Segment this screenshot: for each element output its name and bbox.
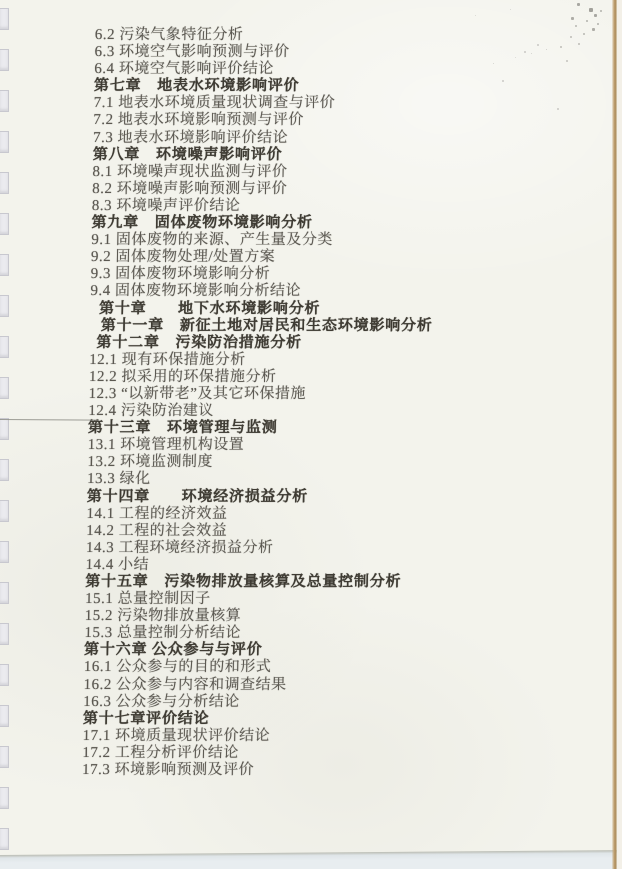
toc-entry: 第十章 地下水环境影响分析 <box>98 300 321 317</box>
binding-edge <box>0 0 14 855</box>
toc-entry: 17.3 环境影响预测及评价 <box>81 762 255 779</box>
binding-hole <box>0 705 9 727</box>
toc-entry: 14.2 工程的社会效益 <box>86 522 228 539</box>
scan-right-margin <box>617 0 622 869</box>
toc-entry: 8.2 环境噪声影响预测与评价 <box>92 180 288 197</box>
binding-hole <box>0 746 9 768</box>
toc-entry: 14.3 工程环境经济损益分析 <box>85 539 274 556</box>
toc-entry: 第十六章 公众参与与评价 <box>83 642 263 659</box>
toc-entry: 16.3 公众参与分析结论 <box>83 693 240 710</box>
binding-hole <box>0 295 9 317</box>
toc-entry: 12.4 污染防治建议 <box>88 403 214 420</box>
toc-entry: 第八章 环境噪声影响评价 <box>92 146 283 163</box>
toc-entry: 6.2 污染气象特征分析 <box>94 27 244 43</box>
toc-entry: 12.2 拟采用的环保措施分析 <box>88 368 277 385</box>
toc-entry: 17.1 环境质量现状评价结论 <box>82 727 271 744</box>
binding-hole <box>0 541 9 563</box>
binding-hole <box>0 787 9 809</box>
toc-entry: 第十四章 环境经济损益分析 <box>86 488 309 505</box>
toc-entry: 15.2 污染物排放量核算 <box>84 608 242 625</box>
toc-entry: 16.2 公众参与内容和调查结果 <box>83 676 287 693</box>
toc-entry: 14.1 工程的经济效益 <box>86 505 228 522</box>
binding-hole <box>0 213 9 235</box>
toc-entry: 第十五章 污染物排放量核算及总量控制分析 <box>85 574 402 590</box>
toc-entry: 7.1 地表水环境质量现状调查与评价 <box>93 95 336 112</box>
binding-hole <box>0 254 9 276</box>
toc-entry: 6.3 环境空气影响预测与评价 <box>94 44 290 61</box>
binding-hole <box>0 418 9 440</box>
toc-entry: 17.2 工程分析评价结论 <box>82 744 239 761</box>
binding-hole <box>0 90 9 112</box>
toc-entry: 16.1 公众参与的目的和形式 <box>83 659 272 676</box>
binding-hole <box>0 172 9 194</box>
binding-hole <box>0 623 9 645</box>
toc-entry: 第十二章 污染防治措施分析 <box>96 334 303 351</box>
toc-entry: 8.1 环境噪声现状监测与评价 <box>92 163 288 180</box>
toc-entry: 7.2 地表水环境影响预测与评价 <box>93 112 305 129</box>
toc-entry: 7.3 地表水环境影响评价结论 <box>92 129 289 146</box>
binding-hole <box>0 828 9 850</box>
binding-hole <box>0 49 9 71</box>
binding-hole <box>0 131 9 153</box>
toc-entry: 13.1 环境管理机构设置 <box>87 437 245 454</box>
toc-entry: 第十一章 新征土地对居民和生态环境影响分析 <box>100 317 433 334</box>
toc-entry: 第七章 地表水环境影响评价 <box>93 78 300 95</box>
binding-hole <box>0 8 9 30</box>
binding-hole <box>0 664 9 686</box>
binding-hole <box>0 336 9 358</box>
toc-entry: 第十七章评价结论 <box>82 710 210 727</box>
toc-entry: 9.3 固体废物环境影响分析 <box>90 266 271 283</box>
toc-entry: 13.2 环境监测制度 <box>87 454 214 471</box>
toc-entry: 15.3 总量控制分析结论 <box>84 625 242 642</box>
toc-entry: 13.3 绿化 <box>86 471 151 488</box>
binding-hole <box>0 500 9 522</box>
binding-hole <box>0 582 9 604</box>
toc-entry: 6.4 环境空气影响评价结论 <box>94 61 274 78</box>
toc-entry: 9.2 固体废物处理/处置方案 <box>90 249 276 266</box>
toc-entry: 12.3 “以新带老”及其它环保措施 <box>88 385 307 402</box>
toc-entry: 第十三章 环境管理与监测 <box>87 420 278 437</box>
binding-hole <box>0 377 9 399</box>
toc-entry: 15.1 总量控制因子 <box>84 591 211 608</box>
toc-entry: 14.4 小结 <box>85 556 150 573</box>
table-of-contents <box>82 27 595 779</box>
toc-entry: 9.4 固体废物环境影响分析结论 <box>90 283 302 300</box>
binding-hole <box>0 459 9 481</box>
toc-entry: 9.1 固体废物的来源、产生量及分类 <box>91 232 333 249</box>
toc-entry: 12.1 现有环保措施分析 <box>89 351 246 368</box>
toc-entry: 8.3 环境噪声评价结论 <box>91 197 241 214</box>
toc-entry: 第九章 固体废物环境影响分析 <box>91 215 313 232</box>
